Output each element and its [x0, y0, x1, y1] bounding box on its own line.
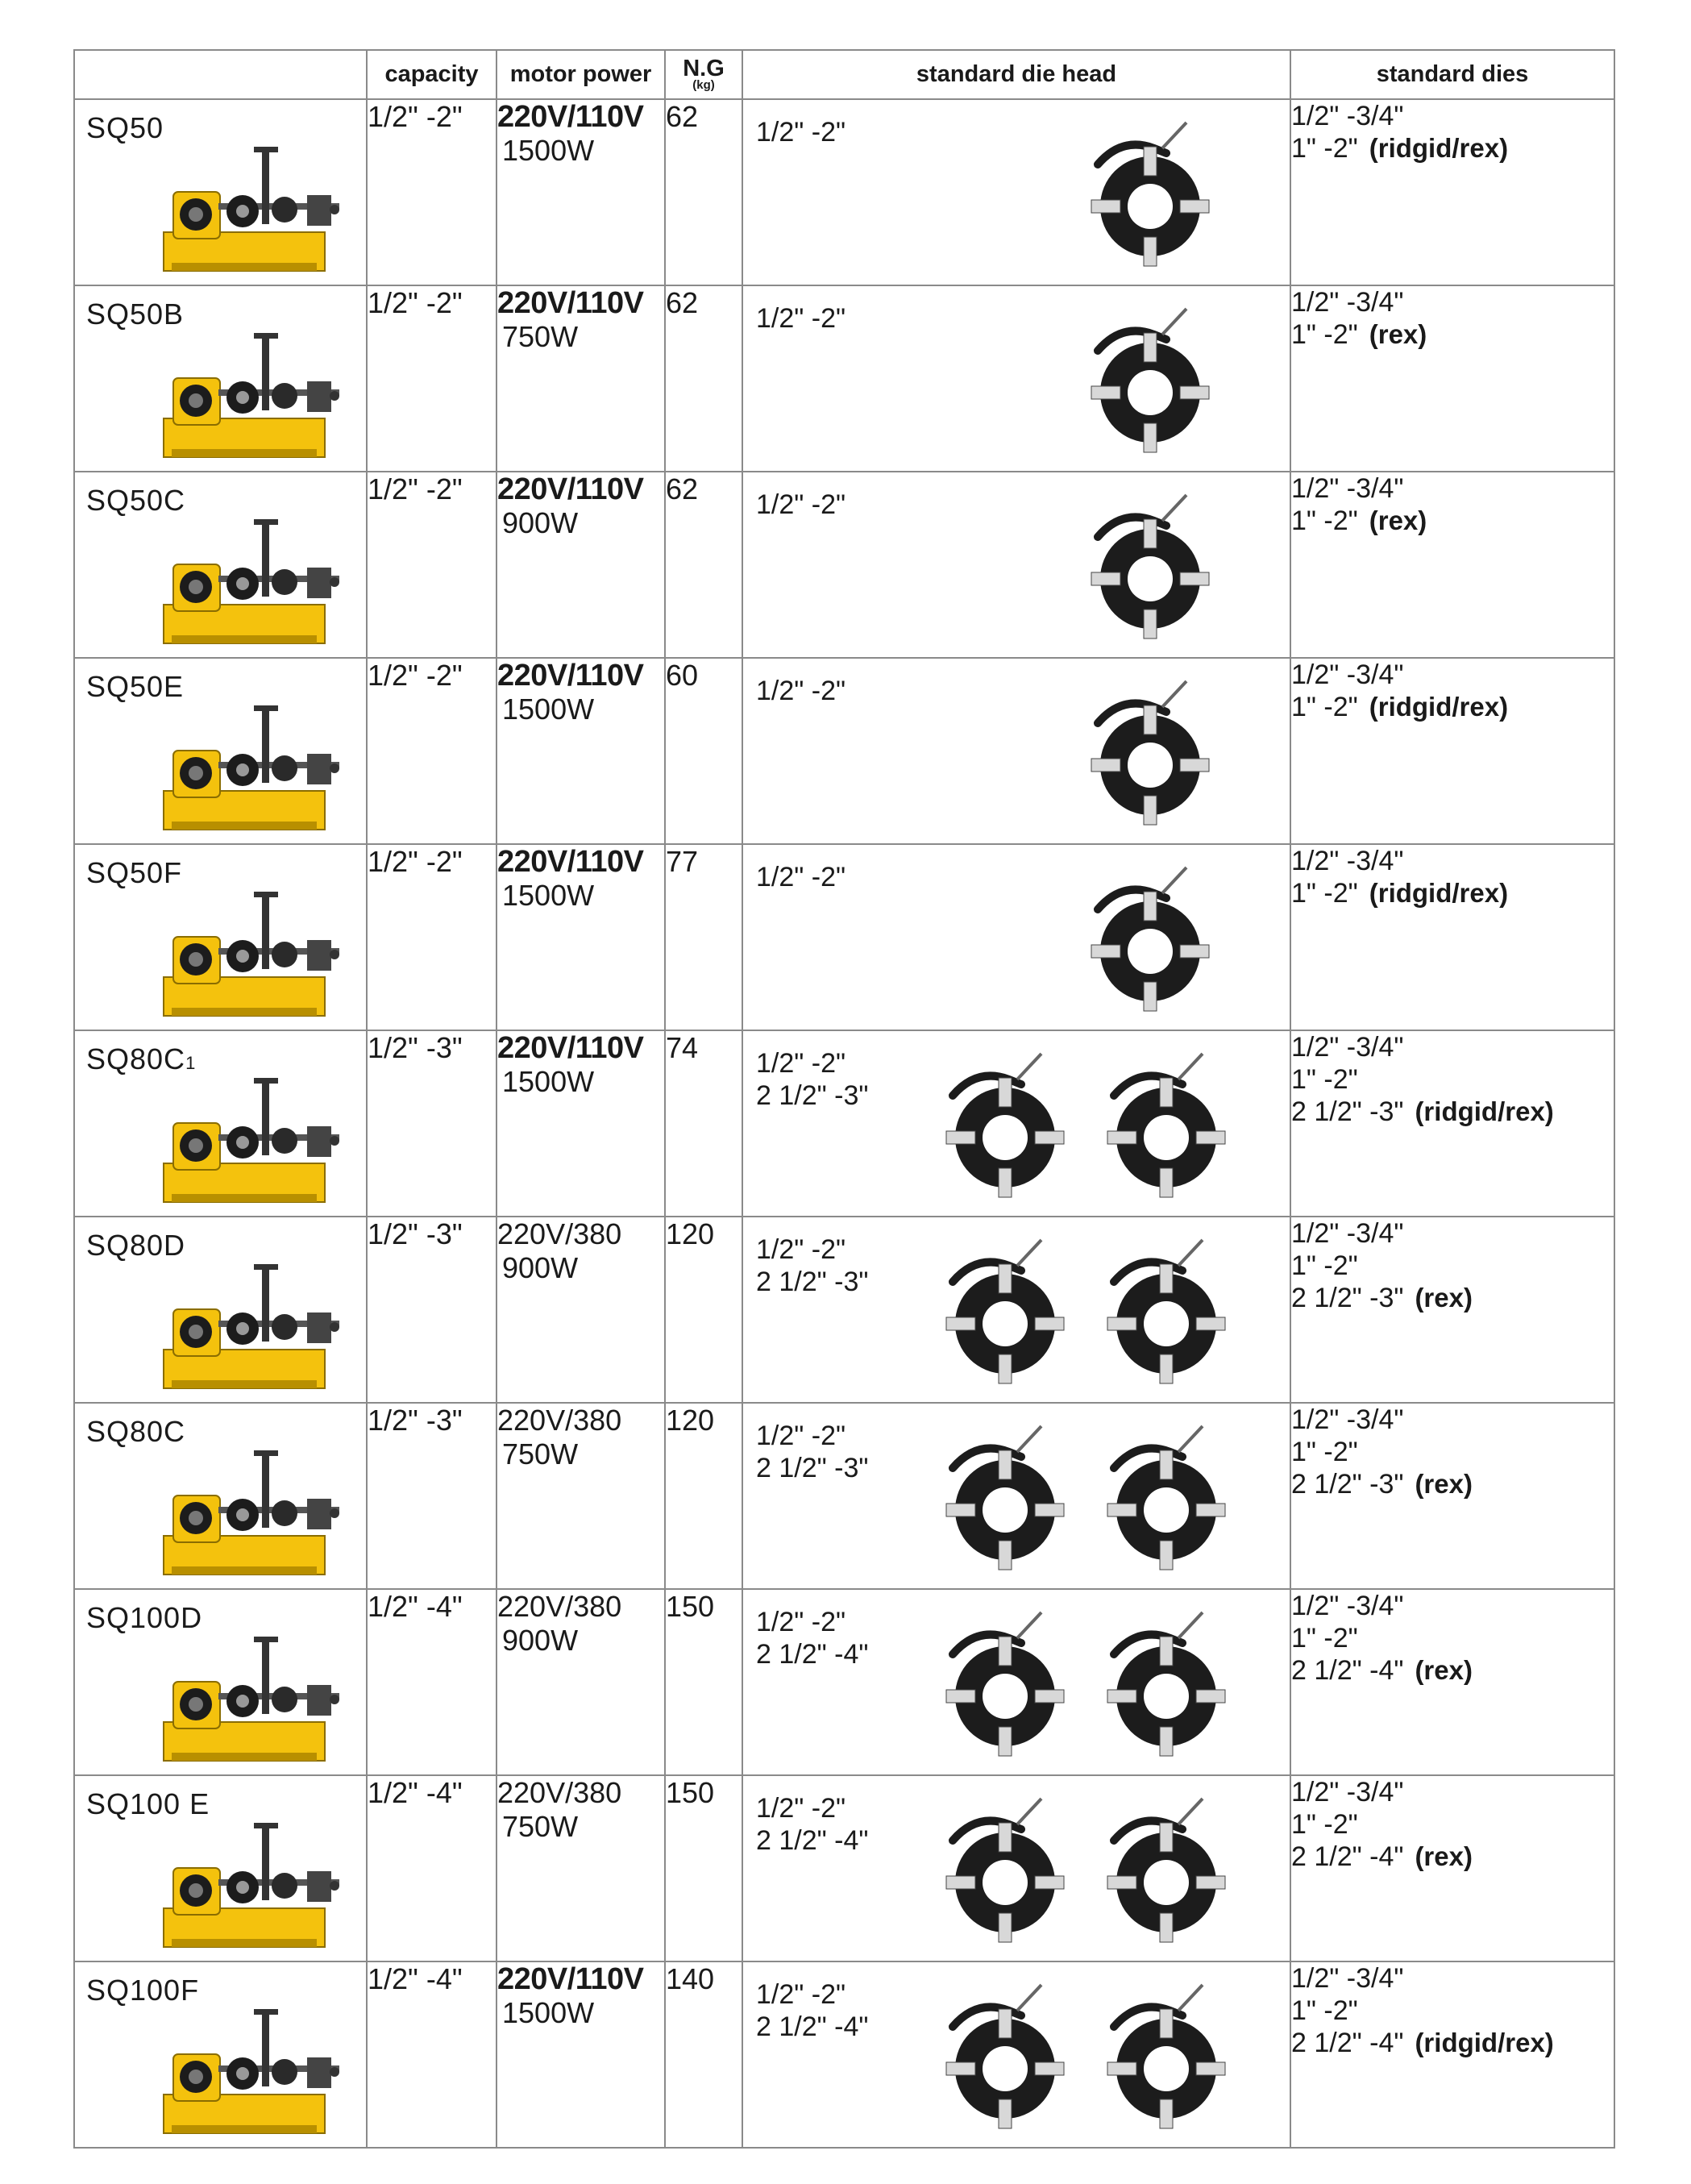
threading-machine-image [147, 1446, 357, 1583]
die-range-value: 1/2" -3/4" [1291, 659, 1404, 690]
weight-cell: 62 [665, 99, 742, 285]
die-size-list [756, 302, 846, 335]
die-range [1291, 1031, 1614, 1063]
table-row [74, 844, 1614, 1030]
motor-power-cell [496, 1403, 665, 1589]
voltage: 220V/110V [497, 845, 644, 879]
model-code: SQ80C [86, 1415, 186, 1448]
die-range [1291, 286, 1614, 318]
die-range [1291, 1962, 1614, 1995]
threading-machine-image [147, 328, 357, 465]
header-motor-power: motor power [496, 50, 665, 99]
table-row [74, 472, 1614, 658]
die-range [1291, 1404, 1614, 1436]
model-subscript: 1 [185, 1053, 197, 1073]
die-range [1291, 1096, 1614, 1128]
die-head-icon [920, 1978, 1082, 2140]
die-range [1291, 1436, 1614, 1468]
wattage: 900W [502, 1624, 579, 1657]
model-cell [74, 1961, 367, 2148]
model-code: SQ50E [86, 670, 185, 703]
wattage: 1500W [502, 693, 595, 726]
die-brand: (rex) [1415, 1841, 1473, 1871]
die-range-value: 1" -2" [1291, 1995, 1358, 2026]
die-head-icon [1082, 1792, 1243, 1953]
capacity-cell: 1/2" -2" [367, 658, 496, 844]
die-range [1291, 132, 1614, 164]
threading-machine-image [147, 701, 357, 838]
capacity-cell: 1/2" -4" [367, 1589, 496, 1775]
wattage: 750W [502, 320, 579, 353]
model-code: SQ100F [86, 1974, 200, 2007]
die-size: 1/2" -2" [756, 489, 846, 520]
dies-cell [1290, 1030, 1614, 1217]
threading-machine-image [147, 1073, 357, 1210]
die-range-value: 1/2" -3/4" [1291, 846, 1404, 876]
die-range-value: 1/2" -3/4" [1291, 1032, 1404, 1063]
wattage: 1500W [502, 1065, 595, 1098]
weight-cell: 62 [665, 285, 742, 472]
die-brand: (rex) [1415, 1283, 1473, 1312]
die-head-cell [742, 285, 1290, 472]
table-row [74, 1217, 1614, 1403]
die-size: 1/2" -2" [756, 117, 846, 148]
threading-machine-image [147, 1632, 357, 1769]
die-range-value: 1" -2" [1291, 878, 1358, 909]
die-size-list [756, 1420, 868, 1484]
table-row [74, 1961, 1614, 2148]
die-size: 2 1/2" -4" [756, 2011, 869, 2042]
threading-machine-image [147, 887, 357, 1024]
header-ng [665, 50, 742, 99]
dies-cell [1290, 1403, 1614, 1589]
model-name [86, 484, 185, 518]
model-cell [74, 844, 367, 1030]
model-code: SQ50 [86, 111, 164, 144]
motor-power-cell [496, 472, 665, 658]
die-range-value: 1/2" -3/4" [1291, 101, 1404, 131]
header-row [74, 50, 1614, 99]
header-capacity: capacity [367, 50, 496, 99]
voltage: 220V/110V [497, 100, 644, 134]
die-head-cell [742, 1589, 1290, 1775]
dies-cell [1290, 1775, 1614, 1961]
motor-power-cell [496, 658, 665, 844]
die-size-list [756, 675, 846, 707]
die-brand: (rex) [1369, 505, 1427, 535]
model-code: SQ80D [86, 1229, 186, 1262]
dies-cell [1290, 99, 1614, 285]
capacity-cell: 1/2" -2" [367, 472, 496, 658]
die-size: 1/2" -2" [756, 1421, 846, 1451]
model-cell [74, 1030, 367, 1217]
die-brand: (ridgid/rex) [1369, 692, 1509, 722]
die-head-icon [1082, 1978, 1243, 2140]
capacity-cell: 1/2" -4" [367, 1775, 496, 1961]
table-row [74, 1030, 1614, 1217]
weight-cell: 120 [665, 1217, 742, 1403]
die-range [1291, 318, 1614, 351]
die-head-icon [1082, 1606, 1243, 1767]
wattage: 1500W [502, 879, 595, 912]
die-head-icon [1066, 489, 1227, 650]
die-head-icon [920, 1606, 1082, 1767]
voltage: 220V/110V [497, 1962, 644, 1996]
die-range [1291, 100, 1614, 132]
weight-cell: 62 [665, 472, 742, 658]
die-head-cell [742, 1775, 1290, 1961]
die-size: 2 1/2" -3" [756, 1453, 869, 1483]
motor-power-cell [496, 99, 665, 285]
die-size-list [756, 116, 846, 148]
die-size-list [756, 1047, 868, 1112]
wattage: 900W [502, 1251, 579, 1284]
die-head-icon [1082, 1047, 1243, 1208]
die-range [1291, 1250, 1614, 1282]
weight-cell: 60 [665, 658, 742, 844]
die-head-icon [920, 1047, 1082, 1208]
model-cell [74, 99, 367, 285]
model-code: SQ100D [86, 1601, 203, 1634]
die-head-icon [1066, 861, 1227, 1022]
die-size: 1/2" -2" [756, 1979, 846, 2010]
motor-power-cell [496, 1961, 665, 2148]
die-range-value: 1" -2" [1291, 505, 1358, 536]
dies-cell [1290, 472, 1614, 658]
die-size: 1/2" -2" [756, 303, 846, 334]
die-range-value: 1" -2" [1291, 1437, 1358, 1467]
capacity-cell: 1/2" -2" [367, 99, 496, 285]
weight-cell: 140 [665, 1961, 742, 2148]
die-range [1291, 1995, 1614, 2027]
capacity-cell: 1/2" -3" [367, 1217, 496, 1403]
voltage: 220V/110V [497, 286, 644, 320]
die-range [1291, 877, 1614, 909]
die-range-value: 1/2" -3/4" [1291, 1218, 1404, 1249]
die-range-value: 2 1/2" -4" [1291, 1841, 1404, 1872]
model-cell [74, 1217, 367, 1403]
threading-machine-image [147, 1259, 357, 1396]
capacity-cell: 1/2" -2" [367, 844, 496, 1030]
threading-machine-image [147, 2004, 357, 2141]
wattage: 900W [502, 506, 579, 539]
die-head-cell [742, 844, 1290, 1030]
die-range-value: 1" -2" [1291, 1064, 1358, 1095]
model-name [86, 1787, 210, 1821]
die-range-value: 1" -2" [1291, 1250, 1358, 1281]
die-range-value: 1" -2" [1291, 133, 1358, 164]
die-range-value: 1/2" -3/4" [1291, 287, 1404, 318]
model-cell [74, 472, 367, 658]
model-code: SQ80C [86, 1042, 186, 1075]
die-size: 2 1/2" -4" [756, 1825, 869, 1856]
wattage: 750W [502, 1437, 579, 1471]
voltage: 220V/380 [497, 1590, 622, 1623]
die-size-list [756, 861, 846, 893]
header-dies: standard dies [1290, 50, 1614, 99]
die-range-value: 1/2" -3/4" [1291, 1777, 1404, 1808]
die-size-list [756, 1606, 868, 1670]
die-size-list [756, 489, 846, 521]
capacity-cell: 1/2" -4" [367, 1961, 496, 2148]
die-range-value: 1/2" -3/4" [1291, 473, 1404, 504]
voltage: 220V/110V [497, 472, 644, 506]
die-range [1291, 472, 1614, 505]
motor-power-cell [496, 844, 665, 1030]
model-name [86, 856, 182, 890]
table-row [74, 99, 1614, 285]
dies-cell [1290, 285, 1614, 472]
table-row [74, 1589, 1614, 1775]
die-size: 1/2" -2" [756, 1048, 846, 1079]
die-range-value: 1/2" -3/4" [1291, 1404, 1404, 1435]
die-range [1291, 505, 1614, 537]
die-range [1291, 845, 1614, 877]
die-brand: (rex) [1415, 1469, 1473, 1499]
die-range-value: 1" -2" [1291, 319, 1358, 350]
die-head-cell [742, 658, 1290, 844]
die-brand: (rex) [1415, 1655, 1473, 1685]
die-range [1291, 1622, 1614, 1654]
table-row [74, 1775, 1614, 1961]
voltage: 220V/380 [497, 1776, 622, 1809]
wattage: 1500W [502, 1996, 595, 2029]
wattage: 750W [502, 1810, 579, 1843]
threading-machine-image [147, 142, 357, 279]
threading-machine-image [147, 1818, 357, 1955]
weight-cell: 150 [665, 1589, 742, 1775]
weight-cell: 74 [665, 1030, 742, 1217]
die-range-value: 2 1/2" -4" [1291, 2028, 1404, 2058]
table-row [74, 658, 1614, 844]
dies-cell [1290, 844, 1614, 1030]
die-brand: (ridgid/rex) [1415, 2028, 1554, 2057]
model-cell [74, 1589, 367, 1775]
die-range-value: 1" -2" [1291, 1809, 1358, 1840]
motor-power-cell [496, 285, 665, 472]
model-name [86, 670, 184, 704]
die-range [1291, 1808, 1614, 1841]
die-head-cell [742, 1217, 1290, 1403]
motor-power-cell [496, 1030, 665, 1217]
model-cell [74, 658, 367, 844]
model-cell [74, 1403, 367, 1589]
model-cell [74, 285, 367, 472]
die-brand: (ridgid/rex) [1369, 878, 1509, 908]
die-head-icon [920, 1233, 1082, 1395]
die-size-list [756, 1792, 868, 1857]
header-ng-label: N.G [683, 56, 725, 81]
die-range [1291, 1282, 1614, 1314]
capacity-cell: 1/2" -3" [367, 1030, 496, 1217]
die-head-cell [742, 1403, 1290, 1589]
die-range-value: 2 1/2" -3" [1291, 1096, 1404, 1127]
die-range [1291, 1468, 1614, 1500]
capacity-cell: 1/2" -2" [367, 285, 496, 472]
dies-cell [1290, 1589, 1614, 1775]
die-range [1291, 2027, 1614, 2059]
header-die-head: standard die head [742, 50, 1290, 99]
model-cell [74, 1775, 367, 1961]
model-name [86, 1415, 185, 1449]
die-brand: (ridgid/rex) [1415, 1096, 1554, 1126]
header-model [74, 50, 367, 99]
table-row [74, 285, 1614, 472]
weight-cell: 120 [665, 1403, 742, 1589]
model-name [86, 297, 184, 331]
wattage: 1500W [502, 134, 595, 167]
die-size: 1/2" -2" [756, 862, 846, 892]
model-name [86, 1601, 202, 1635]
die-head-icon [1082, 1233, 1243, 1395]
die-size: 2 1/2" -3" [756, 1267, 869, 1297]
model-name [86, 1974, 199, 2007]
die-range [1291, 691, 1614, 723]
die-range [1291, 1841, 1614, 1873]
die-size-list [756, 1233, 868, 1298]
motor-power-cell [496, 1775, 665, 1961]
die-head-cell [742, 472, 1290, 658]
die-range-value: 1/2" -3/4" [1291, 1963, 1404, 1994]
model-code: SQ50F [86, 856, 183, 889]
capacity-cell: 1/2" -3" [367, 1403, 496, 1589]
die-size: 1/2" -2" [756, 1607, 846, 1637]
dies-cell [1290, 658, 1614, 844]
die-size: 1/2" -2" [756, 1793, 846, 1824]
die-head-cell [742, 99, 1290, 285]
die-head-icon [920, 1792, 1082, 1953]
die-range-value: 2 1/2" -3" [1291, 1283, 1404, 1313]
voltage: 220V/110V [497, 1031, 644, 1065]
die-head-cell [742, 1030, 1290, 1217]
die-size: 2 1/2" -4" [756, 1639, 869, 1670]
model-name [86, 111, 164, 145]
die-range [1291, 659, 1614, 691]
die-size-list [756, 1978, 868, 2043]
die-brand: (ridgid/rex) [1369, 133, 1509, 163]
voltage: 220V/380 [497, 1404, 622, 1437]
weight-cell: 150 [665, 1775, 742, 1961]
die-head-icon [1066, 302, 1227, 464]
die-size: 1/2" -2" [756, 676, 846, 706]
die-range [1291, 1063, 1614, 1096]
threading-machine-image [147, 514, 357, 651]
dies-cell [1290, 1961, 1614, 2148]
die-head-icon [1066, 675, 1227, 836]
motor-power-cell [496, 1589, 665, 1775]
die-range-value: 1/2" -3/4" [1291, 1591, 1404, 1621]
die-size: 2 1/2" -3" [756, 1080, 869, 1111]
die-range [1291, 1590, 1614, 1622]
dies-cell [1290, 1217, 1614, 1403]
die-range [1291, 1776, 1614, 1808]
die-range-value: 1" -2" [1291, 692, 1358, 722]
model-code: SQ50B [86, 297, 185, 331]
table-row [74, 1403, 1614, 1589]
die-head-icon [1066, 116, 1227, 277]
die-size: 1/2" -2" [756, 1234, 846, 1265]
model-name [86, 1229, 185, 1263]
model-name [86, 1042, 196, 1076]
die-range [1291, 1217, 1614, 1250]
header-ng-unit: (kg) [692, 78, 715, 92]
model-code: SQ50C [86, 484, 186, 517]
model-code: SQ100 E [86, 1787, 210, 1820]
die-head-cell [742, 1961, 1290, 2148]
motor-power-cell [496, 1217, 665, 1403]
die-range-value: 2 1/2" -3" [1291, 1469, 1404, 1500]
weight-cell: 77 [665, 844, 742, 1030]
die-range-value: 2 1/2" -4" [1291, 1655, 1404, 1686]
voltage: 220V/380 [497, 1217, 622, 1250]
die-head-icon [920, 1420, 1082, 1581]
spec-table [73, 49, 1615, 2149]
voltage: 220V/110V [497, 659, 644, 693]
die-range [1291, 1654, 1614, 1687]
die-brand: (rex) [1369, 319, 1427, 349]
die-head-icon [1082, 1420, 1243, 1581]
die-range-value: 1" -2" [1291, 1623, 1358, 1654]
